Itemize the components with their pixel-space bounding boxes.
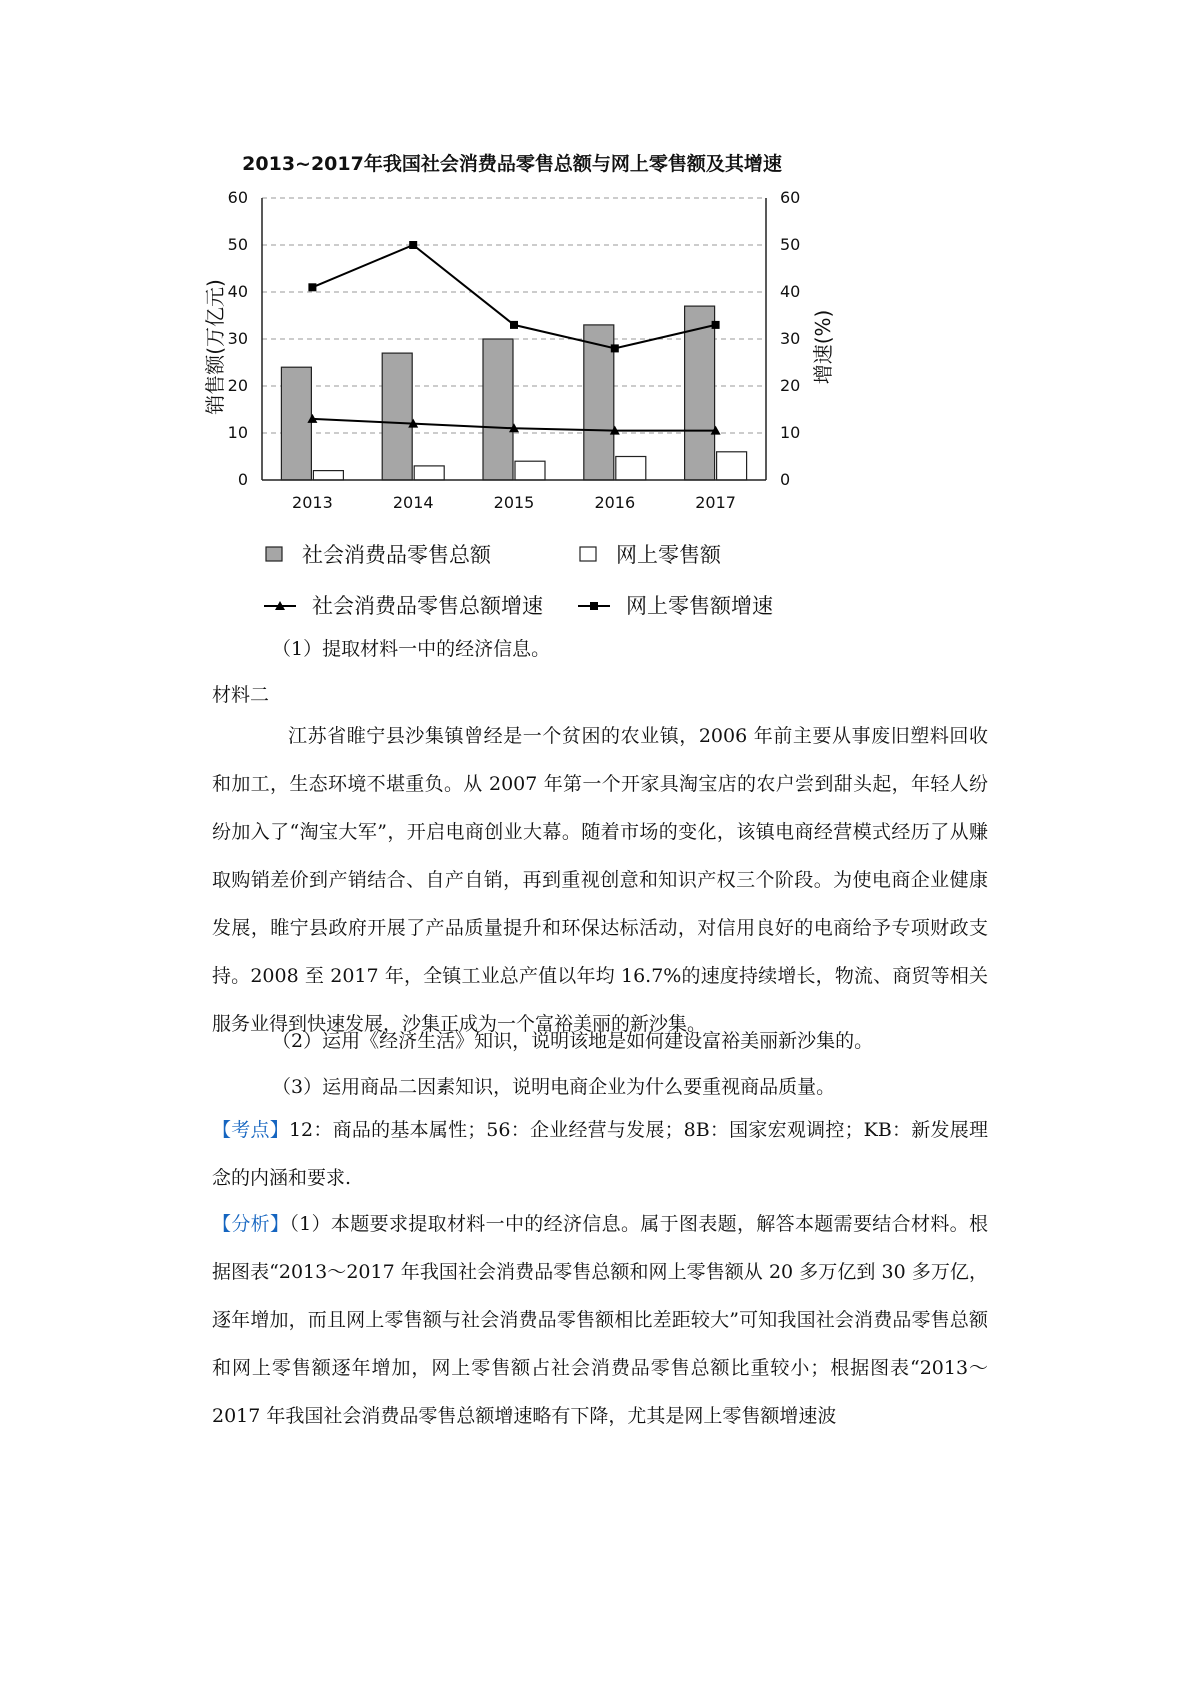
point-online-growth xyxy=(510,321,518,329)
bar-total-retail xyxy=(685,306,715,480)
kaodian-body: 12：商品的基本属性；56：企业经营与发展；8B：国家宏观调控；KB：新发展理念的内涵和要求. xyxy=(212,1119,988,1189)
fenxi-section xyxy=(212,1200,988,1440)
kaodian-section xyxy=(212,1106,988,1202)
bars xyxy=(281,306,746,480)
x-tick-label: 2017 xyxy=(695,493,736,512)
material-2-body: 江苏省睢宁县沙集镇曾经是一个贫困的农业镇，2006 年前主要从事废旧塑料回收和加工，生态环境不堪重负。从 2007 年第一个开家具淘宝店的农户尝到甜头起，年轻人纷纷加入了“淘宝大军”，开启电商创业大幕。随着市场的变化，该镇电商经营模式经历了从赚取购销差价到产销结合、自产自销，再到重视创意和知识产权三个阶段。为使电商企业健康发展，睢宁县政府开展了产品质量提升和环保达标活动，对信用良好的电商给予专项财政支持。2008 至 2017 年，全镇工业总产值以年均 16.7%的速度持续增长，物流、商贸等相关服务业得到快速发展，沙集正成为一个富裕美丽的新沙集。 xyxy=(212,725,988,1035)
sales-chart xyxy=(200,150,900,680)
y2-tick-label: 20 xyxy=(780,376,801,395)
question-2: （2）运用《经济生活》知识，说明该地是如何建设富裕美丽新沙集的。 xyxy=(272,1030,874,1052)
line-online-growth xyxy=(312,245,715,348)
question-3: （3）运用商品二因素知识，说明电商企业为什么要重视商品质量。 xyxy=(272,1076,836,1098)
fenxi-tag: 【分析】 xyxy=(212,1213,290,1235)
y2-tick-label: 30 xyxy=(780,329,801,348)
legend-label: 网上零售额 xyxy=(616,543,721,567)
bar-online-retail xyxy=(313,471,343,480)
x-tick-label: 2016 xyxy=(594,493,636,512)
x-tick-label: 2013 xyxy=(292,493,333,512)
legend-label: 社会消费品零售总额 xyxy=(302,543,491,567)
bar-total-retail xyxy=(281,367,311,480)
bar-total-retail xyxy=(483,339,513,480)
kaodian-tag: 【考点】 xyxy=(212,1119,289,1141)
y2-tick-label: 0 xyxy=(780,470,791,489)
point-online-growth xyxy=(611,344,619,352)
x-tick-label: 2014 xyxy=(392,493,434,512)
y2-tick-label: 10 xyxy=(780,423,801,442)
bar-online-retail xyxy=(414,466,444,480)
y-tick-label: 60 xyxy=(227,188,248,207)
y-tick-label: 10 xyxy=(227,423,248,442)
point-online-growth xyxy=(712,321,720,329)
bar-online-retail xyxy=(515,461,545,480)
legend-label: 网上零售额增速 xyxy=(626,594,773,618)
bar-online-retail xyxy=(616,457,646,481)
y-tick-label: 40 xyxy=(227,282,248,301)
question-1: （1）提取材料一中的经济信息。 xyxy=(272,638,551,660)
y-tick-label: 0 xyxy=(237,470,248,489)
y-tick-label: 20 xyxy=(227,376,248,395)
y2-tick-label: 40 xyxy=(780,282,801,301)
y-tick-label: 30 xyxy=(227,329,248,348)
fenxi-body: （1）本题要求提取材料一中的经济信息。属于图表题，解答本题需要结合材料。根据图表“2013～2017 年我国社会消费品零售总额和网上零售额从 20 多万亿到 30 多万亿，逐年增加，而且网上零售额与社会消费品零售额相比差距较大”可知我国社会消费品零售总额和网上零售额逐年增加，网上零售额占社会消费品零售总额比重较小；根据图表“2013～2017 年我国社会消费品零售总额增速略有下降，尤其是网上零售额增速波 xyxy=(212,1213,988,1427)
y2-axis-label: 增速(%) xyxy=(811,309,835,385)
bar-online-retail xyxy=(717,452,747,480)
x-tick-label: 2015 xyxy=(493,493,535,512)
chart-title: 2013~2017年我国社会消费品零售总额与网上零售额及其增速 xyxy=(242,153,782,175)
material-2-label: 材料二 xyxy=(212,684,270,706)
bar-total-retail xyxy=(382,353,412,480)
legend-swatch xyxy=(580,547,596,561)
legend-marker xyxy=(590,602,598,610)
y2-tick-label: 60 xyxy=(780,188,801,207)
y-axis-label: 销售额(万亿元) xyxy=(203,279,227,415)
y-tick-label: 50 xyxy=(227,235,248,254)
point-online-growth xyxy=(308,283,316,291)
legend-swatch xyxy=(266,547,282,561)
point-online-growth xyxy=(409,241,417,249)
y2-tick-label: 50 xyxy=(780,235,801,254)
legend-label: 社会消费品零售总额增速 xyxy=(312,594,543,618)
lines xyxy=(307,241,720,435)
legend xyxy=(264,543,773,618)
bar-total-retail xyxy=(584,325,614,480)
